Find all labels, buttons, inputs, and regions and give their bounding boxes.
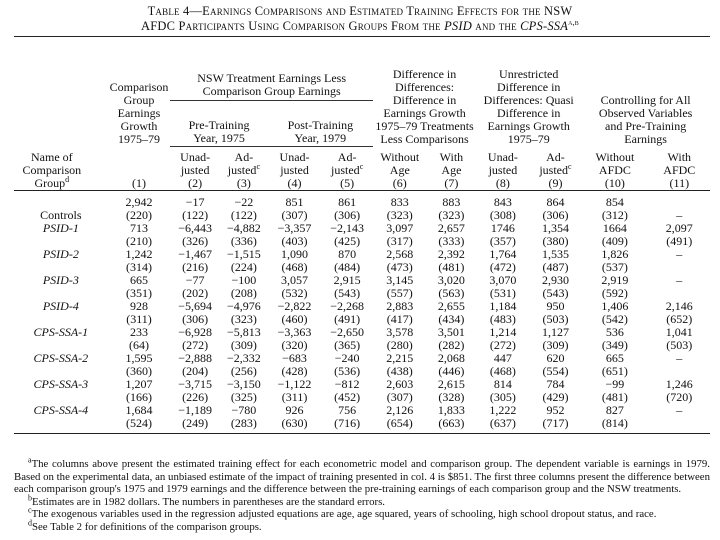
cell-value: 3,020 (437, 272, 465, 287)
cell-value: 1,833 (437, 402, 465, 417)
cell-se: (305) (489, 389, 516, 404)
col-num: (4) (287, 175, 302, 190)
cell-value: 1,207 (125, 376, 153, 391)
cell-value: 1,041 (665, 324, 693, 339)
cell-se: (64) (128, 337, 149, 352)
header-controlling: Controlling for All Observed Variables and Pre-Training Earnings (598, 93, 693, 146)
cell-value: −1,189 (178, 402, 213, 417)
cell-value: −3,715 (178, 376, 213, 391)
header-comparison-growth: Comparison Group Earnings Growth 1975–79 (109, 80, 169, 146)
col-num: (11) (669, 175, 690, 190)
cell-se: (220) (125, 207, 152, 222)
cell-se: (468) (281, 259, 308, 274)
cell-value: −4,976 (226, 298, 261, 313)
col-num: (9) (548, 175, 563, 190)
cell-value: 928 (129, 298, 148, 313)
cell-se: (357) (489, 233, 516, 248)
cell-value: – (676, 272, 683, 287)
cell-value: 233 (129, 324, 148, 339)
cell-value: 536 (605, 324, 624, 339)
cell-value: −3,150 (226, 376, 261, 391)
cell-value: 1,595 (125, 350, 153, 365)
cell-value: 2,097 (665, 220, 693, 235)
cell-se: (473) (386, 259, 413, 274)
table-row (14, 274, 710, 287)
cell-se: (491) (666, 233, 693, 248)
cell-se: (409) (601, 233, 628, 248)
cell-se (649, 261, 710, 274)
row-name: PSID-3 (42, 272, 79, 287)
cell-value: 2,942 (125, 194, 153, 209)
cell-se: (563) (438, 285, 465, 300)
header-adjusted-9: Ad- justed$^c$ (539, 149, 572, 177)
cell-se: (380) (542, 233, 569, 248)
cell-value: −17 (185, 194, 205, 209)
cell-se: (468) (489, 363, 516, 378)
table-row (14, 326, 710, 339)
cell-se: (503) (666, 337, 693, 352)
cell-se: (312) (601, 207, 628, 222)
cell-value: 2,392 (437, 246, 465, 261)
cell-se: (481) (438, 259, 465, 274)
cell-se: (460) (281, 311, 308, 326)
cell-se: (491) (334, 311, 361, 326)
cell-se: (216) (182, 259, 209, 274)
cell-value: 1,242 (125, 246, 153, 261)
cell-value: −22 (234, 194, 254, 209)
cell-se: – (676, 207, 683, 222)
cell-value: 2,883 (386, 298, 414, 313)
header-unrestricted: Unrestricted Difference in Differences: Quasi Difference in Earnings Growth 1975–79 (483, 67, 574, 146)
cell-value: −780 (231, 402, 257, 417)
col-num: (1) (131, 175, 146, 190)
col-num: (2) (188, 175, 203, 190)
cell-se: (557) (386, 285, 413, 300)
cell-value: −5,813 (226, 324, 261, 339)
table-row (14, 391, 710, 404)
table-row (14, 404, 710, 417)
table-row (14, 190, 710, 209)
cell-value: −1,515 (226, 246, 261, 261)
cell-value: 2,068 (437, 350, 465, 365)
cell-se: (349) (601, 337, 628, 352)
cell-se: (365) (334, 337, 361, 352)
cell-value: 952 (546, 402, 565, 417)
cell-se: (320) (281, 337, 308, 352)
cell-se: (428) (281, 363, 308, 378)
table-body (14, 190, 710, 433)
cell-value: 1,354 (541, 220, 569, 235)
cell-value: 1,222 (489, 402, 517, 417)
cell-value: 926 (285, 402, 304, 417)
cell-value: −2,332 (226, 350, 261, 365)
cell-value: 1,184 (489, 298, 517, 313)
cell-value: −2,143 (330, 220, 365, 235)
cell-se: (720) (666, 389, 693, 404)
cell-se: (283) (230, 415, 257, 430)
table-row (14, 261, 710, 274)
cell-value: 950 (546, 298, 565, 313)
cell-value: 1,090 (281, 246, 309, 261)
cell-se: (524) (125, 415, 152, 430)
col-num: (3) (236, 175, 251, 190)
cell-value: 665 (605, 350, 624, 365)
cell-se: (249) (182, 415, 209, 430)
cell-se: (307) (386, 389, 413, 404)
cell-se: (434) (438, 311, 465, 326)
cell-se: (309) (230, 337, 257, 352)
cell-value: −683 (282, 350, 307, 365)
table-row (14, 235, 710, 248)
cell-value: −99 (605, 376, 625, 391)
cell-se: (204) (182, 363, 209, 378)
header-nsw-group: NSW Treatment Earnings Less Comparison Group Earnings (170, 37, 373, 101)
cell-se: (537) (601, 259, 628, 274)
cell-value: 2,655 (437, 298, 465, 313)
cell-se: (308) (489, 207, 516, 222)
cell-se: (417) (386, 311, 413, 326)
cell-value: 3,145 (386, 272, 414, 287)
cell-value: 3,578 (386, 324, 414, 339)
cell-se: (637) (489, 415, 516, 430)
header-with-afdc: With AFDC (663, 149, 696, 177)
cell-value: 620 (546, 350, 565, 365)
cell-value: 1,406 (601, 298, 629, 313)
cell-value (649, 190, 710, 209)
cell-se: (323) (230, 311, 257, 326)
cell-value: 2,915 (333, 272, 361, 287)
cell-value: −3,363 (277, 324, 312, 339)
cell-value: 2,657 (437, 220, 465, 235)
cell-se: (630) (281, 415, 308, 430)
cell-value: 870 (338, 246, 357, 261)
cell-value: 3,070 (489, 272, 517, 287)
cell-value: 1746 (490, 220, 515, 235)
cell-se: (272) (182, 337, 209, 352)
table-row (14, 378, 710, 391)
col-num: (5) (340, 175, 355, 190)
header-pre-training: Pre-Training Year, 1975 (170, 100, 267, 146)
cell-se: (202) (182, 285, 209, 300)
cell-se: (323) (438, 207, 465, 222)
cell-se: (306) (542, 207, 569, 222)
cell-se: (336) (230, 233, 257, 248)
table-row (14, 287, 710, 300)
row-name: PSID-1 (42, 220, 79, 235)
cell-value: 814 (493, 376, 512, 391)
cell-se: (425) (334, 233, 361, 248)
cell-value: 2,603 (386, 376, 414, 391)
table-header (14, 37, 710, 191)
cell-value: 3,057 (281, 272, 309, 287)
cell-se: (328) (438, 389, 465, 404)
cell-value: 1,535 (541, 246, 569, 261)
col-num: (8) (495, 175, 510, 190)
table-row (14, 313, 710, 326)
cell-value: 864 (546, 194, 565, 209)
cell-value: 2,146 (665, 298, 693, 313)
cell-se: (452) (334, 389, 361, 404)
cell-se: (483) (489, 311, 516, 326)
cell-se: (429) (542, 389, 569, 404)
cell-value: 833 (390, 194, 409, 209)
cell-value: −1,122 (277, 376, 312, 391)
cell-se: (481) (601, 389, 628, 404)
cell-value: −2,268 (330, 298, 365, 313)
cell-se: (210) (125, 233, 152, 248)
row-name: CPS-SSA-4 (33, 402, 89, 417)
cell-se: (543) (542, 285, 569, 300)
cell-value: 2,930 (541, 272, 569, 287)
cell-value: 843 (493, 194, 512, 209)
cell-se: (325) (230, 389, 257, 404)
footnote-c: $^c$The exogenous variables used in the regression adjusted equations are age, age squared, years of schooling, high school dropout status, and race. (28, 505, 657, 520)
cell-value: 1,764 (489, 246, 517, 261)
cell-value: 883 (442, 194, 461, 209)
cell-se (649, 417, 710, 434)
cell-se: (333) (438, 233, 465, 248)
header-without-age: Without Age (380, 149, 420, 177)
row-name: Controls (40, 207, 82, 222)
cell-se: (554) (542, 363, 569, 378)
table-row (14, 248, 710, 261)
cell-se: (226) (182, 389, 209, 404)
cell-se: (654) (386, 415, 413, 430)
table-title-line1: Table 4—Earnings Comparisons and Estimated Training Effects for the NSW (147, 4, 573, 18)
header-with-age: With Age (439, 149, 464, 177)
cell-value: 827 (605, 402, 624, 417)
table-row (14, 417, 710, 434)
cell-se: (224) (230, 259, 257, 274)
cell-se: (717) (542, 415, 569, 430)
row-name: CPS-SSA-3 (33, 376, 89, 391)
cell-value: −77 (185, 272, 205, 287)
cell-se: (122) (230, 207, 257, 222)
cell-value: 2,215 (386, 350, 414, 365)
cell-se: (166) (125, 389, 152, 404)
cell-se: (543) (334, 285, 361, 300)
cell-value: 1,246 (665, 376, 693, 391)
header-adjusted-3: Ad- justed$^c$ (227, 149, 260, 177)
table-row (14, 300, 710, 313)
cell-se: (317) (386, 233, 413, 248)
cell-se: (326) (182, 233, 209, 248)
cell-value: 1,826 (601, 246, 629, 261)
cell-value: 3,501 (437, 324, 465, 339)
cell-se: (532) (281, 285, 308, 300)
cell-se: (592) (601, 285, 628, 300)
cell-se: (663) (438, 415, 465, 430)
cell-se: (280) (386, 337, 413, 352)
row-name: PSID-2 (42, 246, 79, 261)
cell-value: −2,822 (277, 298, 312, 313)
cell-value: 1,214 (489, 324, 517, 339)
cell-value: 2,919 (601, 272, 629, 287)
cell-se: (403) (281, 233, 308, 248)
cell-se: (306) (334, 207, 361, 222)
footnote-a: $^a$The columns above present the estimated training effect for each econometric model and comparison group. The dependent variable is earnings in 1979. Based on the experimental data, an unbiased estimate of the impact of training presented in col. 4 is $851. The first three columns present the difference between each comparison group's 1975 and 1979 earnings and the difference between the pre-training earnings of each comparison group and the NSW treatments. (14, 455, 710, 496)
earnings-table (14, 36, 710, 434)
cell-value: 1,684 (125, 402, 153, 417)
header-diff-in-diff: Difference in Differences: Difference in Earnings Growth 1975–79 Treatments Less Comparisons (375, 67, 474, 146)
table-row (14, 352, 710, 365)
cell-se: (309) (542, 337, 569, 352)
cell-se: (438) (386, 363, 413, 378)
cell-value: – (676, 350, 683, 365)
cell-se: (208) (230, 285, 257, 300)
cell-se (649, 287, 710, 300)
table-row (14, 365, 710, 378)
cell-se: (272) (489, 337, 516, 352)
header-name-col: Name of Comparison Group$^d$ (22, 149, 82, 190)
col-num: (10) (604, 175, 625, 190)
table-title-line2: AFDC Participants Using Comparison Groups From the PSID and the CPS-SSA$^{a,b}$ (141, 17, 579, 33)
col-num: (6) (392, 175, 407, 190)
footnote-d: $^d$See Table 2 for definitions of the comparison groups. (28, 518, 262, 533)
cell-value: 2,126 (386, 402, 414, 417)
cell-se: (503) (542, 311, 569, 326)
table-row (14, 209, 710, 222)
cell-se: (472) (489, 259, 516, 274)
header-without-afdc: Without AFDC (595, 149, 635, 177)
cell-se: (814) (601, 415, 628, 430)
cell-value: 2,568 (386, 246, 414, 261)
table-row (14, 222, 710, 235)
cell-value: 713 (129, 220, 148, 235)
cell-se: (314) (125, 259, 152, 274)
cell-value: 3,097 (386, 220, 414, 235)
cell-value: 756 (338, 402, 357, 417)
cell-value: 1664 (602, 220, 627, 235)
footnote-b: $^b$Estimates are in 1982 dollars. The numbers in parentheses are the standard errors. (28, 493, 385, 508)
header-post-training: Post-Training Year, 1979 (268, 100, 373, 146)
cell-se: (256) (230, 363, 257, 378)
col-num: (7) (444, 175, 459, 190)
cell-value: −2,888 (178, 350, 213, 365)
cell-se: (531) (489, 285, 516, 300)
cell-se: (536) (334, 363, 361, 378)
row-name: CPS-SSA-1 (33, 324, 89, 339)
cell-se: (311) (281, 389, 308, 404)
cell-value: – (676, 246, 683, 261)
header-unadjusted-4: Unad- justed (279, 149, 310, 177)
cell-value: −5,694 (178, 298, 213, 313)
cell-value: −6,443 (178, 220, 213, 235)
cell-value: −812 (334, 376, 360, 391)
table-row (14, 339, 710, 352)
row-name: PSID-4 (42, 298, 79, 313)
cell-se: (323) (386, 207, 413, 222)
row-name: CPS-SSA-2 (33, 350, 89, 365)
cell-value: −3,357 (277, 220, 312, 235)
cell-se: (311) (126, 311, 152, 326)
cell-se: (360) (125, 363, 152, 378)
cell-se: (122) (182, 207, 209, 222)
cell-value: 447 (493, 350, 512, 365)
cell-value: 851 (285, 194, 304, 209)
cell-value: −4,882 (226, 220, 261, 235)
header-adjusted-5: Ad- justed$^c$ (331, 149, 364, 177)
cell-value: −100 (231, 272, 257, 287)
cell-se: (282) (438, 337, 465, 352)
cell-se: (307) (281, 207, 308, 222)
cell-se: (351) (125, 285, 152, 300)
cell-value: 665 (129, 272, 148, 287)
cell-se: (446) (438, 363, 465, 378)
cell-value: −240 (334, 350, 360, 365)
cell-value: 861 (338, 194, 357, 209)
cell-se: (542) (601, 311, 628, 326)
cell-value: −6,928 (178, 324, 213, 339)
cell-se: (484) (334, 259, 361, 274)
header-unadjusted-2: Unad- justed (180, 149, 211, 177)
cell-se (649, 365, 710, 378)
cell-value: −1,467 (178, 246, 213, 261)
cell-se: (306) (182, 311, 209, 326)
header-unadjusted-8: Unad- justed (487, 149, 518, 177)
cell-se: (652) (666, 311, 693, 326)
cell-se: (716) (334, 415, 361, 430)
cell-value: 784 (546, 376, 565, 391)
cell-value: – (676, 402, 683, 417)
cell-value: −2,650 (330, 324, 365, 339)
cell-value: 1,127 (541, 324, 569, 339)
cell-se: (651) (601, 363, 628, 378)
cell-value: 854 (605, 194, 624, 209)
cell-se: (487) (542, 259, 569, 274)
cell-value: 2,615 (437, 376, 465, 391)
